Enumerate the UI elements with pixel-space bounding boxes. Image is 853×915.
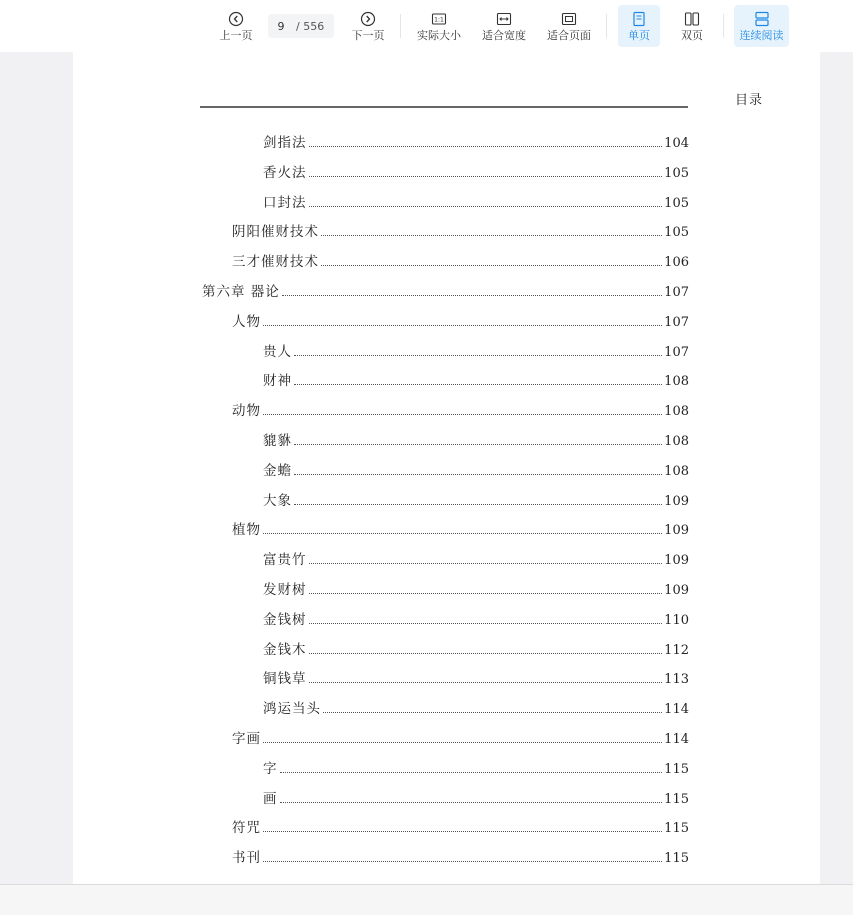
toc-entry-page: 114 — [664, 702, 689, 717]
toc-entry-title: 铜钱草 — [263, 671, 307, 687]
toc-entry-title: 符咒 — [232, 820, 261, 836]
toc-entry-page: 109 — [664, 583, 689, 598]
toc-entry-title: 金蟾 — [263, 463, 292, 479]
toc-entry[interactable] — [263, 610, 689, 628]
toc-entry-title: 富贵竹 — [263, 552, 307, 568]
toc-leader-dots — [294, 444, 662, 445]
toc-entry-page: 113 — [664, 672, 689, 687]
toc-leader-dots — [309, 206, 663, 207]
toc-entry[interactable] — [202, 282, 689, 300]
prev-page-label: 上一页 — [219, 29, 253, 42]
toc-entry-title: 财神 — [263, 373, 292, 389]
actual-size-icon — [431, 11, 447, 27]
toc-leader-dots — [294, 384, 662, 385]
toc-entry-page: 108 — [664, 374, 689, 389]
toc-entry-page: 108 — [664, 464, 689, 479]
toc-entry[interactable] — [263, 163, 689, 181]
toc-entry-page: 108 — [664, 404, 689, 419]
toc-leader-dots — [309, 146, 663, 147]
toc-entry-page: 109 — [664, 553, 689, 568]
page-indicator — [268, 14, 334, 38]
toc-leader-dots — [321, 265, 662, 266]
toc-entry[interactable] — [263, 580, 689, 598]
toc-entry-page: 105 — [664, 225, 689, 240]
toc-entry[interactable] — [263, 699, 689, 717]
toc-entry-title: 第六章 器论 — [202, 284, 280, 300]
toc-leader-dots — [294, 355, 662, 356]
toc-entry[interactable] — [263, 461, 689, 479]
toc-entry-title: 鸿运当头 — [263, 701, 321, 717]
toc-entry[interactable] — [232, 520, 689, 538]
page-header-title: 目录 — [735, 93, 764, 108]
toc-entry[interactable] — [263, 133, 689, 151]
toc-entry-page: 107 — [664, 345, 689, 360]
toc-leader-dots — [263, 533, 662, 534]
toc-entry-page: 107 — [664, 285, 689, 300]
chevron-right-circle-icon — [360, 11, 376, 27]
toc-entry-page: 104 — [664, 136, 689, 151]
toc-entry-title: 动物 — [232, 403, 261, 419]
toc-entry-page: 106 — [664, 255, 689, 270]
toc-entry[interactable] — [263, 759, 689, 777]
header-rule — [200, 106, 688, 108]
toc-entry-title: 香火法 — [263, 165, 307, 181]
continuous-reading-label: 连续阅读 — [739, 29, 784, 42]
toc-leader-dots — [263, 325, 662, 326]
toolbar — [0, 0, 853, 52]
toc-entry-title: 字画 — [232, 731, 261, 747]
toc-entry-title: 金钱树 — [263, 612, 307, 628]
toc-entry[interactable] — [232, 252, 689, 270]
toc-entry-page: 109 — [664, 494, 689, 509]
fit-width-label: 适合宽度 — [482, 29, 526, 42]
toc-entry-title: 金钱木 — [263, 642, 307, 658]
toc-leader-dots — [321, 235, 662, 236]
toc-entry[interactable] — [263, 550, 689, 568]
toc-entry-page: 115 — [664, 762, 689, 777]
fit-page-icon — [561, 11, 577, 27]
toc-entry-page: 115 — [664, 792, 689, 807]
toc-leader-dots — [294, 474, 662, 475]
toc-entry-title: 阴阳催财技术 — [232, 224, 319, 240]
toc-entry-page: 105 — [664, 196, 689, 211]
toc-entry-title: 貔貅 — [263, 433, 292, 449]
toc-leader-dots — [263, 414, 662, 415]
fit-width-button[interactable] — [478, 5, 530, 47]
toc-entry-title: 植物 — [232, 522, 261, 538]
toolbar-divider — [400, 14, 401, 38]
toc-entry[interactable] — [263, 342, 689, 360]
document-page — [73, 52, 820, 884]
current-page-input[interactable] — [268, 20, 294, 33]
toc-entry[interactable] — [263, 640, 689, 658]
toc-leader-dots — [263, 831, 662, 832]
document-viewer[interactable] — [0, 52, 853, 884]
toc-entry-title: 三才催财技术 — [232, 254, 319, 270]
double-page-icon — [684, 11, 700, 27]
fit-page-label: 适合页面 — [547, 29, 591, 42]
toc-entry-page: 105 — [664, 166, 689, 181]
toc-leader-dots — [280, 772, 663, 773]
toc-entry-page: 115 — [664, 851, 689, 866]
toc-entry[interactable] — [232, 312, 689, 330]
toc-entry[interactable] — [232, 401, 689, 419]
prev-page-button[interactable] — [216, 5, 256, 47]
toc-entry[interactable] — [263, 371, 689, 389]
continuous-reading-button[interactable] — [734, 5, 789, 47]
toc-entry-title: 贵人 — [263, 344, 292, 360]
next-page-button[interactable] — [348, 5, 388, 47]
toc-entry-title: 字 — [263, 761, 278, 777]
toc-leader-dots — [309, 653, 663, 654]
toc-entry-page: 112 — [664, 643, 689, 658]
toc-entry-page: 114 — [664, 732, 689, 747]
toc-entry[interactable] — [232, 848, 689, 866]
continuous-reading-icon — [754, 11, 770, 27]
toc-entry-title: 发财树 — [263, 582, 307, 598]
toc-leader-dots — [263, 742, 662, 743]
single-page-icon — [631, 11, 647, 27]
toc-leader-dots — [309, 623, 663, 624]
toc-entry-page: 107 — [664, 315, 689, 330]
toc-leader-dots — [263, 861, 662, 862]
toc-leader-dots — [323, 712, 662, 713]
fit-page-button[interactable] — [543, 5, 595, 47]
toc-entry[interactable] — [263, 789, 689, 807]
toc-entry[interactable] — [263, 491, 689, 509]
toc-leader-dots — [309, 563, 663, 564]
toc-leader-dots — [280, 802, 663, 803]
toc-leader-dots — [309, 682, 663, 683]
toc-entry-page: 109 — [664, 523, 689, 538]
actual-size-label: 实际大小 — [417, 29, 461, 42]
toolbar-divider — [606, 14, 607, 38]
svg-text:1:1: 1:1 — [434, 16, 444, 24]
double-page-button[interactable] — [672, 5, 712, 47]
toc-entry[interactable] — [232, 222, 689, 240]
single-page-label: 单页 — [628, 29, 650, 42]
toc-entry[interactable] — [263, 193, 689, 211]
double-page-label: 双页 — [681, 29, 703, 42]
toc-entry[interactable] — [263, 669, 689, 687]
total-pages: / 556 — [296, 19, 325, 33]
toc-entry-title: 大象 — [263, 493, 292, 509]
toc-entry-title: 画 — [263, 791, 278, 807]
toc-entry[interactable] — [232, 818, 689, 836]
toc-entry-title: 书刊 — [232, 850, 261, 866]
toc-leader-dots — [294, 504, 662, 505]
chevron-left-circle-icon — [228, 11, 244, 27]
toc-leader-dots — [309, 176, 663, 177]
toc-entry-page: 108 — [664, 434, 689, 449]
toc-entry[interactable] — [232, 729, 689, 747]
single-page-button[interactable] — [618, 5, 660, 47]
bottom-bar — [0, 884, 853, 915]
toolbar-divider — [723, 14, 724, 38]
toc-entry-title: 剑指法 — [263, 135, 307, 151]
actual-size-button[interactable] — [413, 5, 465, 47]
fit-width-icon — [496, 11, 512, 27]
toc-entry-page: 115 — [664, 821, 689, 836]
toc-entry-title: 口封法 — [263, 195, 307, 211]
toc-entry-title: 人物 — [232, 314, 261, 330]
toc-leader-dots — [282, 295, 662, 296]
toc-entry-page: 110 — [664, 613, 689, 628]
toc-entry[interactable] — [263, 431, 689, 449]
toc-leader-dots — [309, 593, 663, 594]
next-page-label: 下一页 — [351, 29, 385, 42]
